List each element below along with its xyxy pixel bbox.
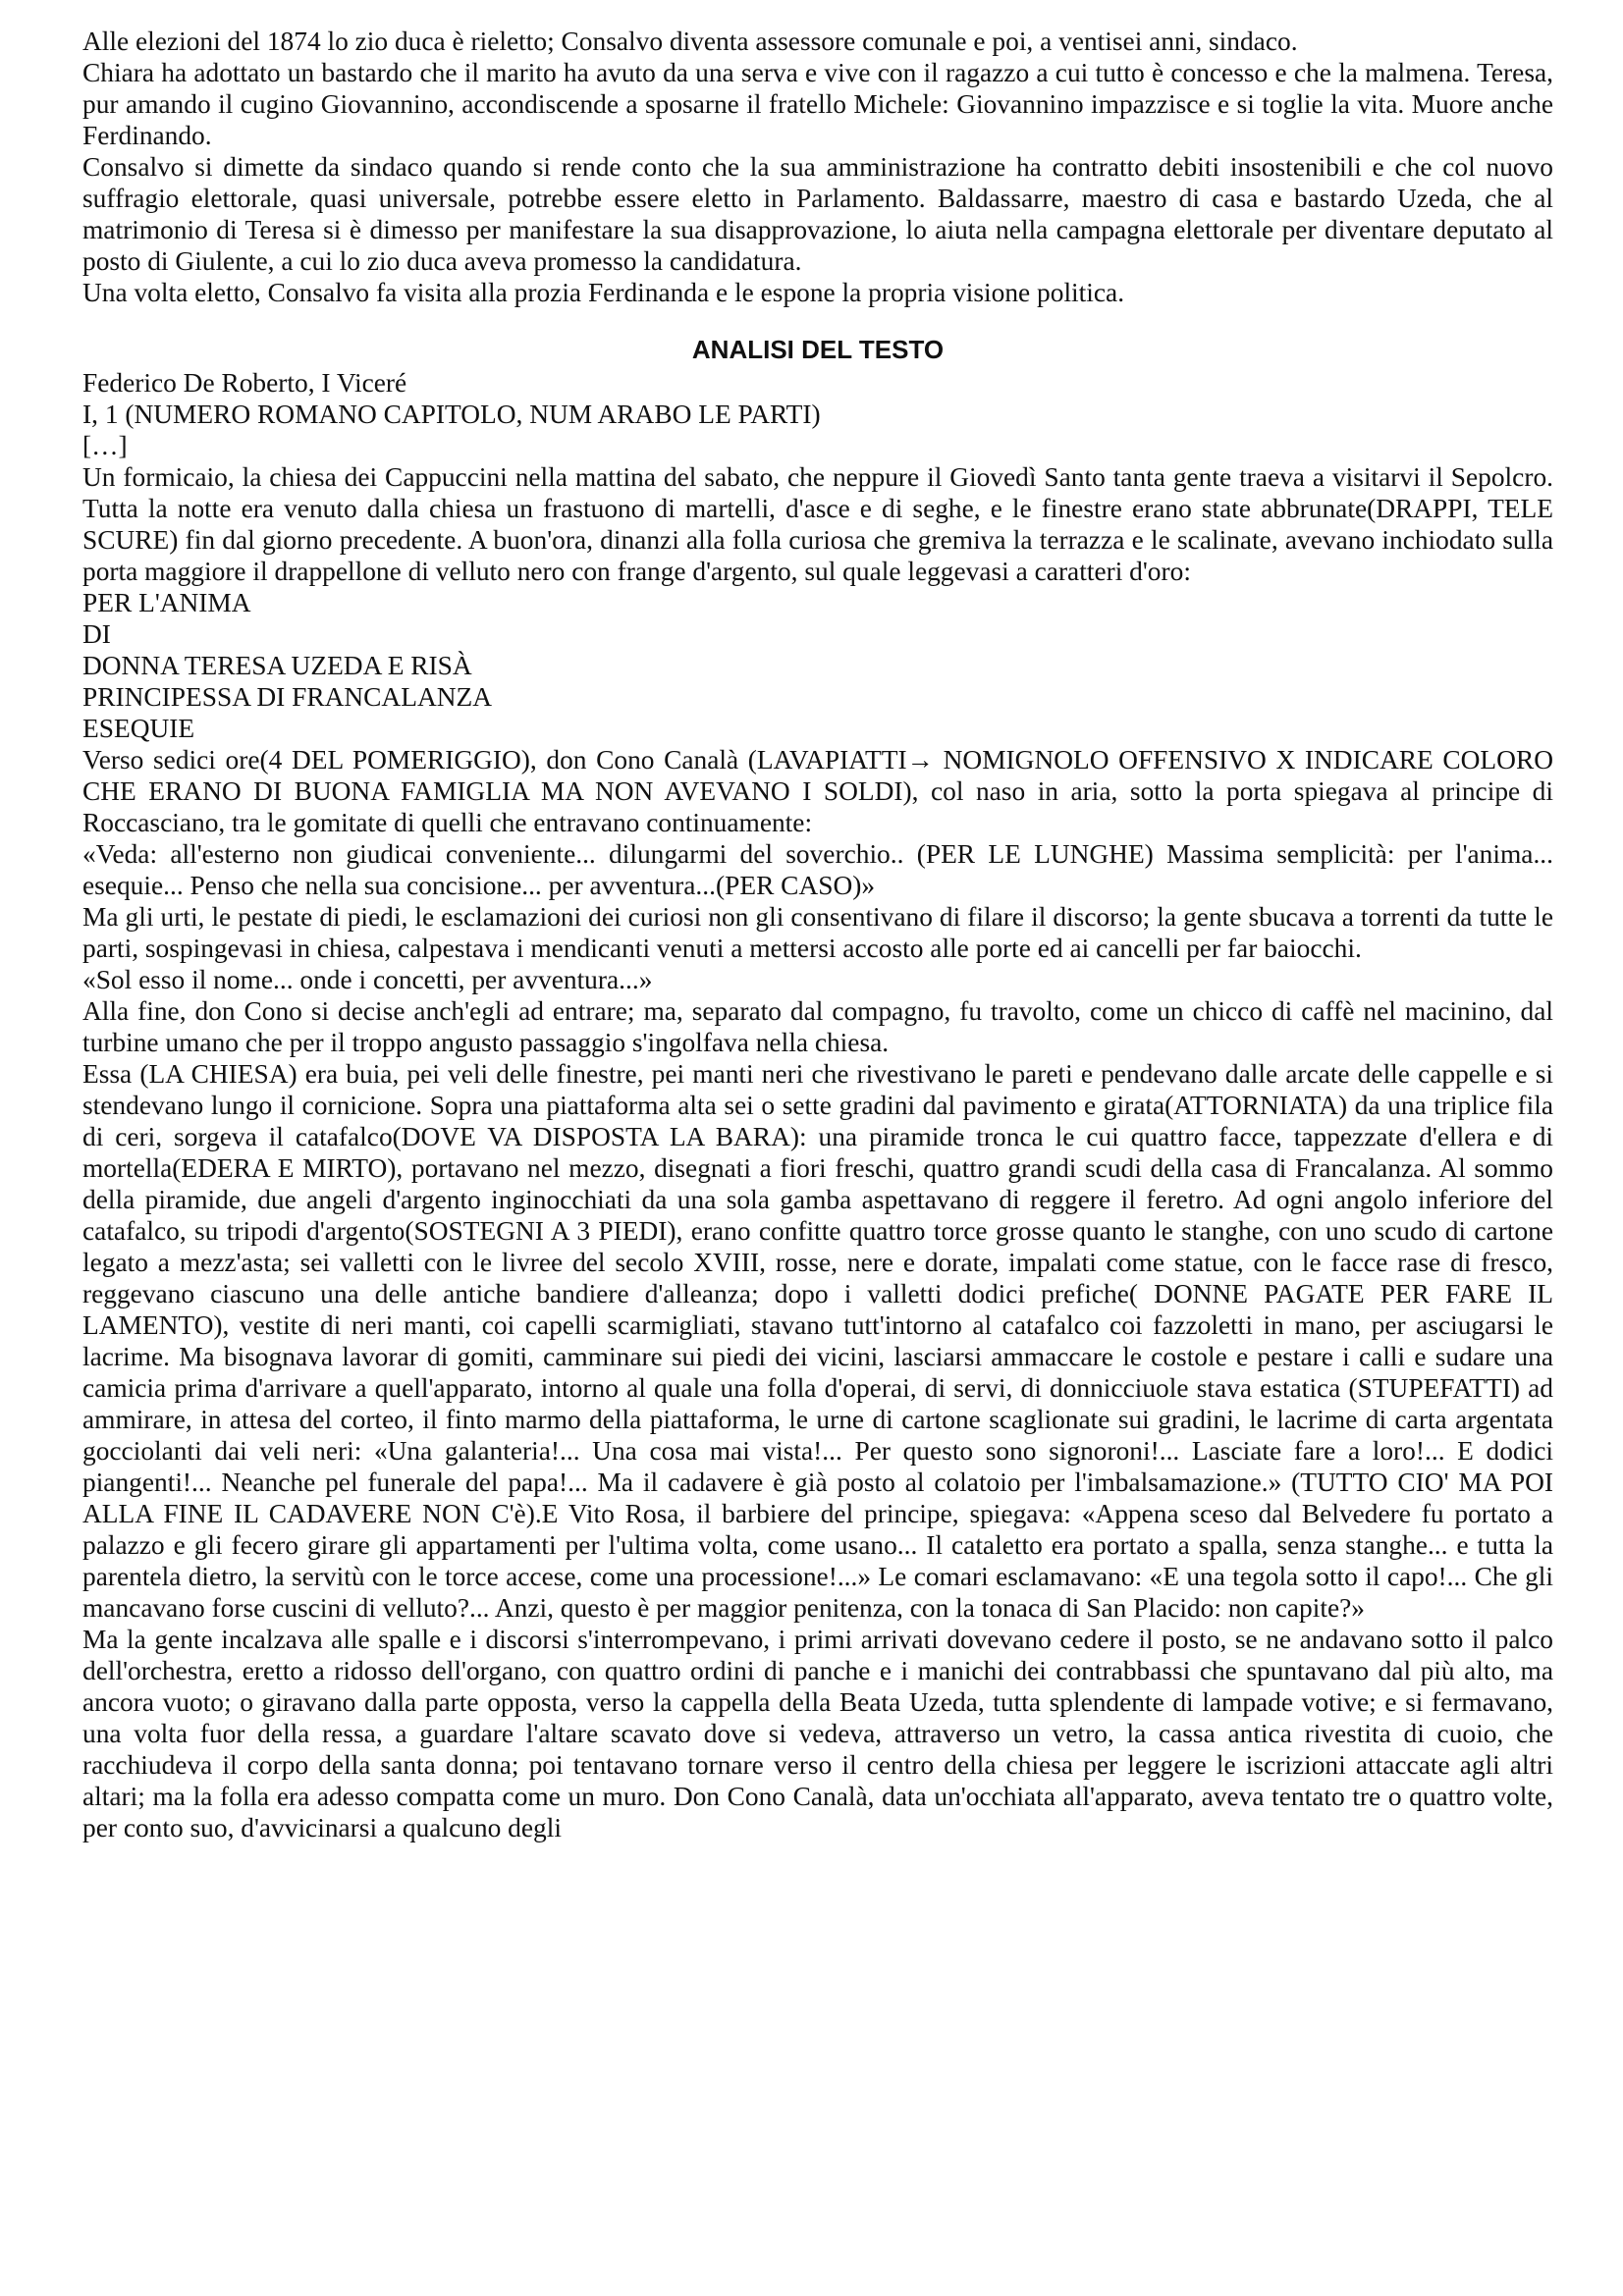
inscription-line: PRINCIPESSA DI FRANCALANZA — [82, 682, 493, 712]
inscription-line: PER L'ANIMA — [82, 588, 251, 617]
inscription-line: DONNA TERESA UZEDA E RISÀ — [82, 651, 472, 680]
section-heading: ANALISI DEL TESTO — [691, 335, 945, 364]
inscription — [82, 587, 1553, 744]
ellipsis-marker: […] — [82, 431, 128, 460]
intro-paragraph: Una volta eletto, Consalvo fa visita alla prozia Ferdinanda e le espone la propria visione politica. — [82, 278, 1125, 307]
document-page — [82, 26, 1553, 1843]
intro-section — [82, 26, 1553, 308]
analysis-section — [82, 367, 1553, 1843]
chapter-reference: I, 1 (NUMERO ROMANO CAPITOLO, NUM ARABO LE PARTI) — [82, 400, 821, 429]
text-paragraph: Ma gli urti, le pestate di piedi, le esclamazioni dei curiosi non gli consentivano di filare il discorso; la gente sbucava a torrenti da tutte le parti, sospingevasi in chiesa, calpestava i mendicanti venuti a mettersi accosto alle porte ed ai cancelli per far baiocchi. — [82, 902, 1553, 963]
text-paragraph: Essa (LA CHIESA) era buia, pei veli delle finestre, pei manti neri che rivestivano le pareti e pendevano dalle arcate delle cappelle e si stendevano lungo il cornicione. Sopra una piattaforma alta sei o sette gradini dal pavimento e girata(ATTORNIATA) da una triplice fila di ceri, sorgeva il catafalco(DOVE VA DISPOSTA LA BARA): una piramide tronca le cui quattro facce, tappezzate d'ellera e di mortella(EDERA E MIRTO), portavano nel mezzo, disegnati a fiori freschi, quattro grandi scudi della casa di Francalanza. Al sommo della piramide, due angeli d'argento inginocchiati da una sola gamba aspettavano di reggere il feretro. Ad ogni angolo inferiore del catafalco, su tripodi d'argento(SOSTEGNI A 3 PIEDI), erano confitte quattro torce grosse quanto le stanghe, con uno scudo di cartone legato a mezz'asta; sei valletti con le livree del secolo XVIII, rosse, nere e dorate, impalati come statue, con le facce rase di fresco, reggevano ciascuno una delle antiche bandiere d'alleanza; dopo i valletti dodici prefiche( DONNE PAGATE PER FARE IL LAMENTO), vestite di neri manti, coi capelli scarmigliati, stavano tutt'intorno al catafalco coi fazzoletti in mano, per asciugarsi le lacrime. Ma bisognava lavorar di gomiti, camminare sui piedi dei vicini, lasciarsi ammaccare le costole e pestare i calli e sudare una camicia prima d'arrivare a quell'apparato, intorno al quale una folla d'operai, di servi, di donnicciuole stava estatica (STUPEFATTI) ad ammirare, in attesa del corteo, il finto marmo della piattaforma, le urne di cartone scaglionate sui gradini, le lacrime di carta argentata gocciolanti dai veli neri: «Una galanteria!... Una cosa mai vista!... Per questo sono signoroni!... Lasciate fare a loro!... E dodici piangenti!... Neanche pel funerale del papa!... Ma il cadavere è già posto al colatoio per l'imbalsamazione.» (TUTTO CIO' MA POI ALLA FINE IL CADAVERE NON C'è).E Vito Rosa, il barbiere del principe, spiegava: «Appena sceso dal Belvedere fu portato a palazzo e gli fecero girare gli appartamenti per l'ultima volta, come usano... Il cataletto era portato a spalla, senza stanghe... e tutta la parentela dietro, la servitù con le torce accese, come una processione!...» Le comari esclamavano: «E una tegola sotto il capo!... Che gli mancavano forse cuscini di velluto?... Anzi, questo è per maggior penitenza, con la tonaca di San Placido: non capite?» — [82, 1059, 1553, 1623]
author-title: Federico De Roberto, I Viceré — [82, 368, 407, 398]
inscription-line: ESEQUIE — [82, 714, 195, 743]
quote-paragraph: «Veda: all'esterno non giudicai conveniente... dilungarmi del soverchio.. (PER LE LUNGHE) Massima semplicità: per l'anima... esequie... Penso che nella sua concisione... per avventura...(PER CASO)» — [82, 839, 1553, 900]
quote-paragraph: «Sol esso il nome... onde i concetti, per avventura...» — [82, 965, 653, 994]
text-paragraph: Un formicaio, la chiesa dei Cappuccini nella mattina del sabato, che neppure il Giovedì Santo tanta gente traeva a visitarvi il Sepolcro. Tutta la notte era venuto dalla chiesa un frastuono di martelli, d'asce e di seghe, e le finestre erano state abbrunate(DRAPPI, TELE SCURE) fin dal giorno precedente. A buon'ora, dinanzi alla folla curiosa che gremiva la terrazza e le scalinate, avevano inchiodato sulla porta maggiore il drappellone di velluto nero con frange d'argento, sul quale leggevasi a caratteri d'oro: — [82, 462, 1553, 586]
text-paragraph: Ma la gente incalzava alle spalle e i discorsi s'interrompevano, i primi arrivati dovevano cedere il posto, se ne andavano sotto il palco dell'orchestra, eretto a ridosso dell'organo, con quattro ordini di panche e i manichi dei contrabbassi che spuntavano dal più alto, ma ancora vuoto; o giravano dalla parte opposta, verso la cappella della Beata Uzeda, tutta splendente di lampade votive; e si fermavano, una volta fuor della ressa, a guardare l'altare scavato dove si vedeva, attraverso un vetro, la cassa antica rivestita di cuoio, che racchiudeva il corpo della santa donna; poi tentavano tornare verso il centro della chiesa per leggere le iscrizioni attaccate agli altri altari; ma la folla era adesso compatta come un muro. Don Cono Canalà, data un'occhiata all'apparato, aveva tentato tre o quattro volte, per conto suo, d'avvicinarsi a qualcuno degli — [82, 1625, 1553, 1842]
inscription-line: DI — [82, 619, 111, 649]
intro-paragraph: Consalvo si dimette da sindaco quando si rende conto che la sua amministrazione ha contratto debiti insostenibili e che col nuovo suffragio elettorale, quasi universale, potrebbe essere eletto in Parlamento. Baldassarre, maestro di casa e bastardo Uzeda, che al matrimonio di Teresa si è dimesso per manifestare la sua disapprovazione, lo aiuta nella campagna elettorale per diventare deputato al posto di Giulente, a cui lo zio duca aveva promesso la candidatura. — [82, 152, 1553, 276]
intro-paragraph: Chiara ha adottato un bastardo che il marito ha avuto da una serva e vive con il ragazzo a cui tutto è concesso e che la malmena. Teresa, pur amando il cugino Giovannino, accondiscende a sposarne il fratello Michele: Giovannino impazzisce e si toglie la vita. Muore anche Ferdinando. — [82, 58, 1553, 150]
text-paragraph: Verso sedici ore(4 DEL POMERIGGIO), don Cono Canalà (LAVAPIATTI→ NOMIGNOLO OFFENSIVO X INDICARE COLORO CHE ERANO DI BUONA FAMIGLIA MA NON AVEVANO I SOLDI), col naso in aria, sotto la porta spiegava al principe di Roccasciano, tra le gomitate di quelli che entravano continuamente: — [82, 745, 1553, 837]
intro-paragraph: Alle elezioni del 1874 lo zio duca è rieletto; Consalvo diventa assessore comunale e poi, a ventisei anni, sindaco. — [82, 27, 1298, 56]
text-paragraph: Alla fine, don Cono si decise anch'egli ad entrare; ma, separato dal compagno, fu travolto, come un chicco di caffè nel macinino, dal turbine umano che per il troppo angusto passaggio s'ingolfava nella chiesa. — [82, 996, 1553, 1057]
